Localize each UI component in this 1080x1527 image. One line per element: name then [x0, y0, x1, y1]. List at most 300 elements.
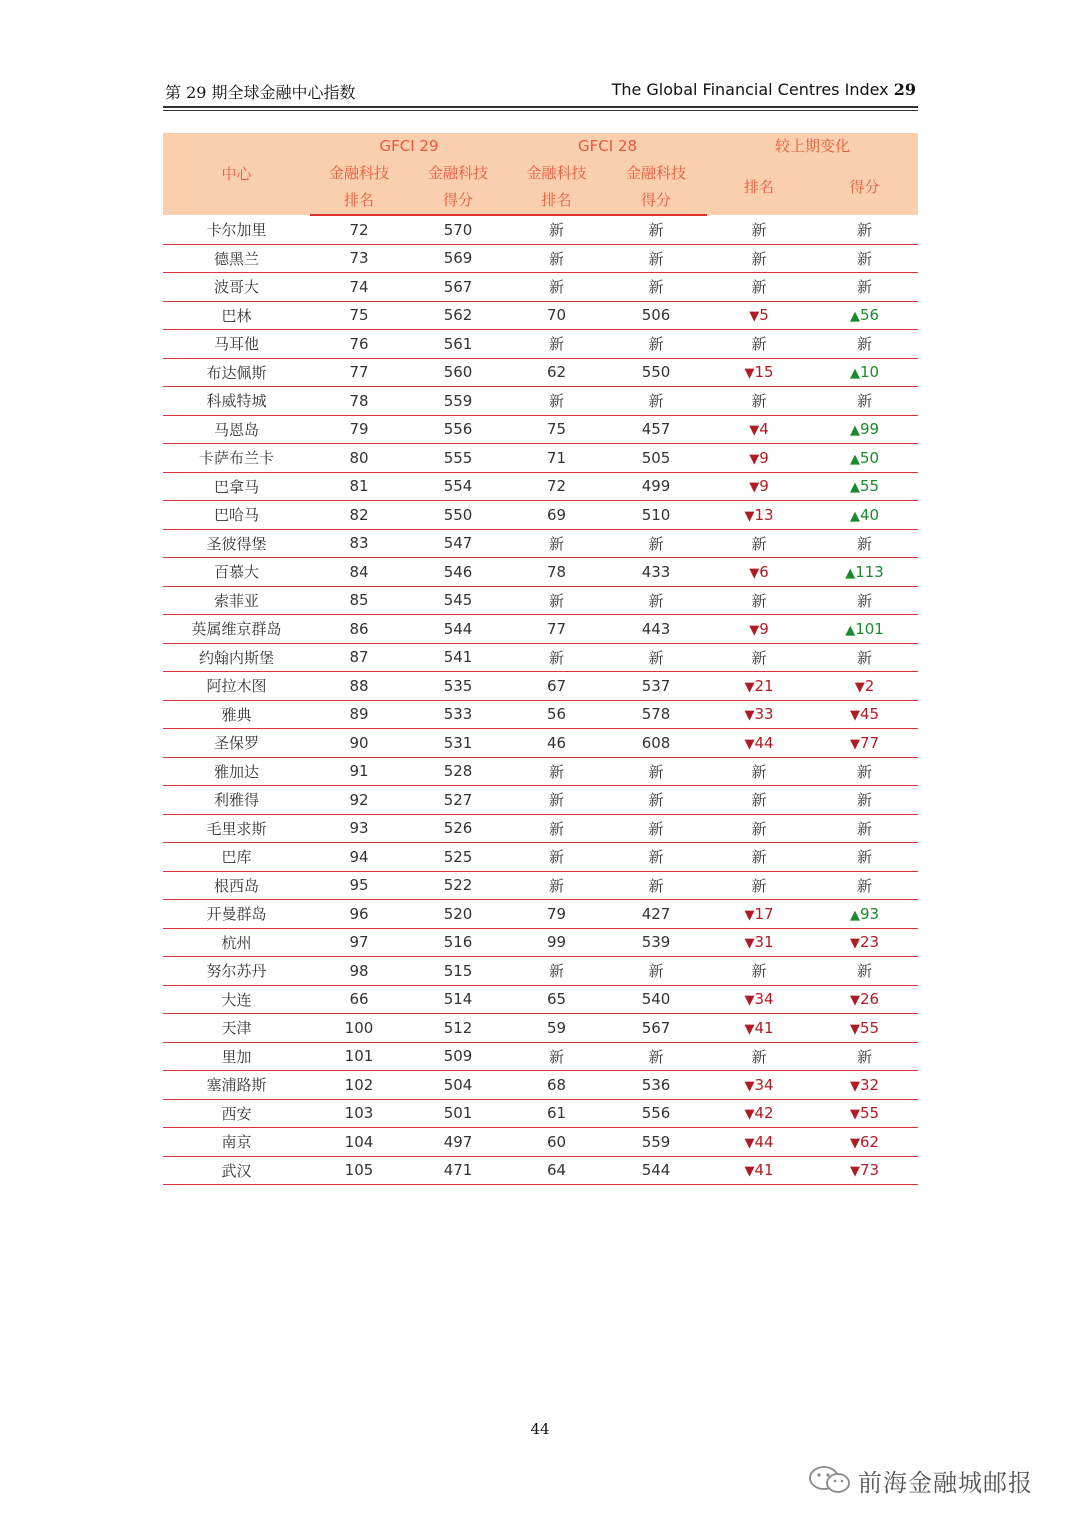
cell-center: 杭州	[163, 928, 310, 957]
cell-change-rank: 新	[707, 871, 811, 900]
cell-gfci28-score: 新	[605, 786, 707, 815]
cell-change-rank	[707, 1156, 811, 1185]
cell-gfci29-rank: 75	[310, 301, 408, 330]
cell-center: 塞浦路斯	[163, 1071, 310, 1100]
cell-gfci28-score: 608	[605, 729, 707, 758]
cell-gfci28-score: 559	[605, 1128, 707, 1157]
change-value: 93	[859, 904, 880, 923]
cell-gfci28-score: 新	[605, 871, 707, 900]
change-value: 55	[859, 1018, 880, 1037]
col-gfci29-score-top: 金融科技	[408, 160, 508, 187]
triangle-down-icon: ▼	[849, 1021, 860, 1037]
cell-gfci29-score: 525	[408, 843, 508, 872]
change-value: 99	[859, 420, 880, 439]
cell-center: 约翰内斯堡	[163, 643, 310, 672]
cell-gfci28-rank: 新	[508, 757, 605, 786]
cell-gfci28-score: 505	[605, 444, 707, 473]
cell-gfci28-rank: 新	[508, 529, 605, 558]
cell-gfci29-rank: 73	[310, 244, 408, 273]
cell-change-rank	[707, 558, 811, 587]
cell-change-score: 新	[811, 244, 918, 273]
triangle-down-icon: ▼	[749, 423, 760, 439]
cell-center: 马耳他	[163, 330, 310, 359]
cell-gfci28-rank: 61	[508, 1099, 605, 1128]
triangle-up-icon: ▲	[849, 309, 860, 325]
triangle-up-icon: ▲	[849, 366, 860, 382]
change-value: 62	[859, 1132, 880, 1151]
cell-gfci28-rank: 71	[508, 444, 605, 473]
cell-change-score: 新	[811, 529, 918, 558]
cell-change-rank: 新	[707, 1042, 811, 1071]
cell-center: 巴库	[163, 843, 310, 872]
cell-change-rank: 新	[707, 244, 811, 273]
cell-gfci29-rank: 104	[310, 1128, 408, 1157]
table-row	[163, 985, 918, 1014]
cell-gfci29-score: 533	[408, 700, 508, 729]
cell-gfci28-score: 427	[605, 900, 707, 929]
cell-center: 圣保罗	[163, 729, 310, 758]
triangle-down-icon: ▼	[849, 1135, 860, 1151]
cell-gfci29-score: 561	[408, 330, 508, 359]
cell-gfci29-rank: 103	[310, 1099, 408, 1128]
cell-change-score	[811, 700, 918, 729]
cell-change-rank: 新	[707, 330, 811, 359]
cell-center: 西安	[163, 1099, 310, 1128]
cell-gfci28-rank: 67	[508, 672, 605, 701]
cell-gfci28-score: 新	[605, 814, 707, 843]
cell-gfci28-score: 新	[605, 1042, 707, 1071]
change-value: 10	[859, 363, 880, 382]
cell-gfci28-rank: 56	[508, 700, 605, 729]
cell-center: 天津	[163, 1014, 310, 1043]
cell-gfci29-score: 497	[408, 1128, 508, 1157]
cell-change-rank: 新	[707, 643, 811, 672]
cell-change-rank: 新	[707, 529, 811, 558]
cell-gfci28-score: 540	[605, 985, 707, 1014]
triangle-down-icon: ▼	[849, 1078, 860, 1094]
cell-gfci28-rank: 新	[508, 244, 605, 273]
cell-gfci28-rank: 68	[508, 1071, 605, 1100]
cell-gfci29-rank: 89	[310, 700, 408, 729]
change-value: 45	[859, 705, 880, 724]
cell-change-rank: 新	[707, 387, 811, 416]
cell-change-score	[811, 558, 918, 587]
cell-gfci29-rank: 96	[310, 900, 408, 929]
cell-gfci29-score: 547	[408, 529, 508, 558]
cell-gfci29-score: 527	[408, 786, 508, 815]
cell-gfci29-rank: 90	[310, 729, 408, 758]
triangle-down-icon: ▼	[744, 907, 755, 923]
cell-gfci29-score: 544	[408, 615, 508, 644]
cell-change-score: 新	[811, 843, 918, 872]
cell-gfci29-score: 554	[408, 472, 508, 501]
change-value: 32	[859, 1075, 880, 1094]
triangle-down-icon: ▼	[744, 1078, 755, 1094]
change-value: 40	[859, 505, 880, 524]
triangle-up-icon: ▲	[849, 907, 860, 923]
cell-gfci29-rank: 74	[310, 273, 408, 302]
cell-gfci29-score: 556	[408, 415, 508, 444]
table-body	[163, 215, 918, 1185]
triangle-down-icon: ▼	[744, 366, 755, 382]
table-row	[163, 330, 918, 359]
change-value: 73	[859, 1161, 880, 1180]
cell-change-rank	[707, 928, 811, 957]
cell-center: 巴林	[163, 301, 310, 330]
change-value: 13	[754, 505, 774, 524]
col-group-change: 较上期变化	[707, 133, 918, 160]
col-change-score: 得分	[811, 160, 918, 215]
cell-gfci29-rank: 93	[310, 814, 408, 843]
triangle-up-icon: ▲	[845, 565, 856, 581]
change-value: 6	[759, 562, 769, 581]
cell-gfci28-score: 539	[605, 928, 707, 957]
cell-gfci29-score: 535	[408, 672, 508, 701]
cell-gfci29-score: 515	[408, 957, 508, 986]
table-row	[163, 472, 918, 501]
cell-gfci29-rank: 101	[310, 1042, 408, 1071]
table-row	[163, 900, 918, 929]
cell-change-rank	[707, 1014, 811, 1043]
cell-center: 卡萨布兰卡	[163, 444, 310, 473]
cell-gfci28-score: 新	[605, 215, 707, 244]
cell-gfci28-rank: 新	[508, 330, 605, 359]
cell-gfci29-rank: 100	[310, 1014, 408, 1043]
cell-gfci29-score: 509	[408, 1042, 508, 1071]
cell-gfci28-rank: 新	[508, 643, 605, 672]
col-gfci28-rank: 排名	[508, 187, 605, 215]
cell-change-score: 新	[811, 871, 918, 900]
fintech-table	[163, 133, 918, 1185]
triangle-down-icon: ▼	[744, 508, 755, 524]
cell-gfci28-rank: 99	[508, 928, 605, 957]
triangle-up-icon: ▲	[849, 480, 860, 496]
table-row	[163, 501, 918, 530]
cell-gfci28-rank: 新	[508, 387, 605, 416]
cell-center: 巴哈马	[163, 501, 310, 530]
cell-center: 科威特城	[163, 387, 310, 416]
cell-change-score: 新	[811, 643, 918, 672]
col-gfci29-rank-top: 金融科技	[310, 160, 408, 187]
change-value: 42	[754, 1104, 774, 1123]
col-gfci28-score: 得分	[605, 187, 707, 215]
triangle-down-icon: ▼	[849, 1164, 860, 1180]
cell-change-rank	[707, 444, 811, 473]
triangle-up-icon: ▲	[849, 451, 860, 467]
cell-gfci29-rank: 92	[310, 786, 408, 815]
cell-gfci28-rank: 75	[508, 415, 605, 444]
cell-gfci29-score: 528	[408, 757, 508, 786]
change-value: 31	[754, 933, 774, 952]
cell-gfci28-rank: 新	[508, 957, 605, 986]
change-value: 41	[754, 1018, 774, 1037]
cell-gfci29-score: 501	[408, 1099, 508, 1128]
triangle-down-icon: ▼	[744, 679, 755, 695]
cell-gfci28-score: 新	[605, 387, 707, 416]
cell-change-rank	[707, 1099, 811, 1128]
table-row	[163, 928, 918, 957]
change-value: 23	[859, 933, 880, 952]
page-number: 44	[530, 1420, 550, 1438]
cell-change-score	[811, 928, 918, 957]
table-row	[163, 215, 918, 244]
table-row	[163, 814, 918, 843]
cell-gfci29-score: 471	[408, 1156, 508, 1185]
cell-center: 大连	[163, 985, 310, 1014]
change-value: 4	[759, 420, 769, 439]
cell-gfci29-score: 520	[408, 900, 508, 929]
cell-gfci29-rank: 79	[310, 415, 408, 444]
cell-change-score	[811, 472, 918, 501]
triangle-down-icon: ▼	[849, 936, 860, 952]
cell-gfci28-score: 556	[605, 1099, 707, 1128]
triangle-down-icon: ▼	[744, 708, 755, 724]
change-value: 2	[864, 676, 875, 695]
change-value: 26	[859, 990, 880, 1009]
triangle-down-icon: ▼	[749, 565, 760, 581]
cell-gfci29-score: 516	[408, 928, 508, 957]
cell-gfci28-rank: 新	[508, 586, 605, 615]
cell-change-rank	[707, 1128, 811, 1157]
triangle-down-icon: ▼	[749, 622, 760, 638]
cell-change-score	[811, 501, 918, 530]
cell-gfci29-score: 562	[408, 301, 508, 330]
cell-gfci28-score: 433	[605, 558, 707, 587]
table-row	[163, 586, 918, 615]
triangle-down-icon: ▼	[749, 309, 760, 325]
cell-center: 南京	[163, 1128, 310, 1157]
wechat-icon	[808, 1465, 852, 1495]
table-row	[163, 1071, 918, 1100]
cell-gfci29-score: 526	[408, 814, 508, 843]
cell-gfci28-score: 443	[605, 615, 707, 644]
triangle-up-icon: ▲	[845, 622, 856, 638]
cell-gfci28-score: 499	[605, 472, 707, 501]
cell-gfci29-rank: 87	[310, 643, 408, 672]
cell-center: 卡尔加里	[163, 215, 310, 244]
cell-gfci29-rank: 98	[310, 957, 408, 986]
table-row	[163, 843, 918, 872]
cell-gfci28-score: 新	[605, 843, 707, 872]
page-header	[163, 78, 918, 108]
cell-gfci28-rank: 69	[508, 501, 605, 530]
cell-change-score	[811, 415, 918, 444]
cell-change-rank: 新	[707, 786, 811, 815]
col-group-gfci29: GFCI 29	[310, 133, 508, 160]
table-row	[163, 615, 918, 644]
cell-change-score: 新	[811, 786, 918, 815]
triangle-down-icon: ▼	[744, 993, 755, 1009]
cell-change-rank: 新	[707, 957, 811, 986]
table-row	[163, 529, 918, 558]
change-value: 77	[859, 733, 880, 752]
change-value: 33	[754, 705, 774, 724]
cell-gfci28-score: 537	[605, 672, 707, 701]
cell-gfci29-rank: 83	[310, 529, 408, 558]
cell-gfci29-rank: 95	[310, 871, 408, 900]
header-title-en	[612, 80, 916, 99]
header-title-en-text: The Global Financial Centres Index	[611, 80, 894, 99]
cell-change-rank: 新	[707, 757, 811, 786]
cell-change-score	[811, 615, 918, 644]
cell-gfci29-rank: 91	[310, 757, 408, 786]
cell-gfci28-rank: 59	[508, 1014, 605, 1043]
cell-change-rank	[707, 472, 811, 501]
triangle-down-icon: ▼	[744, 1021, 755, 1037]
cell-gfci29-score: 504	[408, 1071, 508, 1100]
change-value: 41	[754, 1161, 774, 1180]
change-value: 9	[759, 477, 769, 496]
cell-center: 阿拉木图	[163, 672, 310, 701]
cell-change-score	[811, 444, 918, 473]
table-row	[163, 558, 918, 587]
cell-gfci28-rank: 46	[508, 729, 605, 758]
cell-gfci28-score: 550	[605, 358, 707, 387]
cell-center: 利雅得	[163, 786, 310, 815]
table-row	[163, 643, 918, 672]
change-value: 44	[754, 1132, 774, 1151]
cell-gfci29-rank: 86	[310, 615, 408, 644]
cell-gfci29-rank: 105	[310, 1156, 408, 1185]
cell-gfci29-rank: 88	[310, 672, 408, 701]
cell-center: 波哥大	[163, 273, 310, 302]
cell-gfci29-rank: 84	[310, 558, 408, 587]
table-header	[163, 133, 918, 215]
cell-gfci28-score: 578	[605, 700, 707, 729]
cell-change-score	[811, 900, 918, 929]
cell-gfci29-rank: 97	[310, 928, 408, 957]
change-value: 44	[754, 733, 774, 752]
cell-change-score: 新	[811, 814, 918, 843]
cell-center: 布达佩斯	[163, 358, 310, 387]
triangle-down-icon: ▼	[744, 736, 755, 752]
triangle-down-icon: ▼	[749, 480, 760, 496]
header-title-cn: 第 29 期全球金融中心指数	[165, 83, 356, 102]
table-row	[163, 786, 918, 815]
change-value: 34	[754, 1075, 774, 1094]
cell-gfci28-rank: 64	[508, 1156, 605, 1185]
cell-change-score	[811, 1099, 918, 1128]
cell-change-score	[811, 301, 918, 330]
table-row	[163, 871, 918, 900]
table-row	[163, 358, 918, 387]
cell-change-rank	[707, 985, 811, 1014]
cell-center: 德黑兰	[163, 244, 310, 273]
cell-gfci28-rank: 新	[508, 1042, 605, 1071]
cell-center: 毛里求斯	[163, 814, 310, 843]
cell-gfci28-rank: 新	[508, 786, 605, 815]
cell-center: 根西岛	[163, 871, 310, 900]
cell-change-score	[811, 358, 918, 387]
cell-change-rank: 新	[707, 814, 811, 843]
cell-center: 努尔苏丹	[163, 957, 310, 986]
cell-change-score: 新	[811, 330, 918, 359]
cell-change-rank	[707, 729, 811, 758]
cell-gfci28-rank: 72	[508, 472, 605, 501]
header-edition-number: 29	[893, 80, 916, 99]
table-row	[163, 244, 918, 273]
cell-change-score	[811, 1071, 918, 1100]
cell-change-rank	[707, 900, 811, 929]
cell-gfci29-rank: 81	[310, 472, 408, 501]
cell-gfci28-score: 新	[605, 957, 707, 986]
cell-change-rank: 新	[707, 273, 811, 302]
cell-gfci28-score: 新	[605, 330, 707, 359]
cell-center: 马恩岛	[163, 415, 310, 444]
table-row	[163, 1099, 918, 1128]
cell-gfci29-score: 560	[408, 358, 508, 387]
cell-change-rank	[707, 1071, 811, 1100]
cell-change-rank	[707, 700, 811, 729]
cell-center: 雅典	[163, 700, 310, 729]
triangle-up-icon: ▲	[849, 508, 860, 524]
cell-change-rank	[707, 672, 811, 701]
table-row	[163, 444, 918, 473]
cell-center: 百慕大	[163, 558, 310, 587]
col-gfci28-score-top: 金融科技	[605, 160, 707, 187]
cell-gfci29-score: 514	[408, 985, 508, 1014]
cell-gfci28-rank: 新	[508, 843, 605, 872]
cell-gfci29-score: 512	[408, 1014, 508, 1043]
cell-gfci29-rank: 76	[310, 330, 408, 359]
change-value: 9	[759, 448, 769, 467]
triangle-down-icon: ▼	[849, 736, 860, 752]
cell-gfci28-score: 新	[605, 643, 707, 672]
table-row	[163, 273, 918, 302]
cell-gfci29-rank: 94	[310, 843, 408, 872]
cell-gfci29-rank: 66	[310, 985, 408, 1014]
triangle-down-icon: ▼	[849, 708, 860, 724]
watermark	[808, 1460, 1033, 1500]
col-center: 中心	[163, 133, 310, 215]
cell-change-score	[811, 985, 918, 1014]
triangle-down-icon: ▼	[744, 1135, 755, 1151]
triangle-down-icon: ▼	[854, 679, 865, 695]
cell-gfci29-score: 550	[408, 501, 508, 530]
cell-gfci28-score: 510	[605, 501, 707, 530]
cell-gfci28-score: 536	[605, 1071, 707, 1100]
cell-change-score: 新	[811, 586, 918, 615]
cell-gfci29-rank: 72	[310, 215, 408, 244]
cell-change-score	[811, 672, 918, 701]
cell-center: 索菲亚	[163, 586, 310, 615]
cell-center: 雅加达	[163, 757, 310, 786]
cell-gfci29-rank: 82	[310, 501, 408, 530]
change-value: 55	[859, 1104, 880, 1123]
col-gfci28-rank-top: 金融科技	[508, 160, 605, 187]
cell-center: 开曼群岛	[163, 900, 310, 929]
cell-change-rank: 新	[707, 843, 811, 872]
cell-gfci29-rank: 77	[310, 358, 408, 387]
cell-change-score: 新	[811, 215, 918, 244]
cell-gfci29-score: 555	[408, 444, 508, 473]
watermark-text: 前海金融城邮报	[858, 1468, 1033, 1497]
cell-center: 武汉	[163, 1156, 310, 1185]
change-value: 50	[859, 448, 880, 467]
cell-gfci29-rank: 80	[310, 444, 408, 473]
table-row	[163, 415, 918, 444]
change-value: 56	[859, 306, 880, 325]
cell-gfci28-score: 506	[605, 301, 707, 330]
table-row	[163, 387, 918, 416]
cell-gfci28-rank: 新	[508, 215, 605, 244]
cell-gfci28-score: 544	[605, 1156, 707, 1185]
cell-change-rank	[707, 415, 811, 444]
cell-change-rank: 新	[707, 215, 811, 244]
cell-change-score: 新	[811, 273, 918, 302]
cell-change-score	[811, 729, 918, 758]
cell-gfci28-score: 457	[605, 415, 707, 444]
